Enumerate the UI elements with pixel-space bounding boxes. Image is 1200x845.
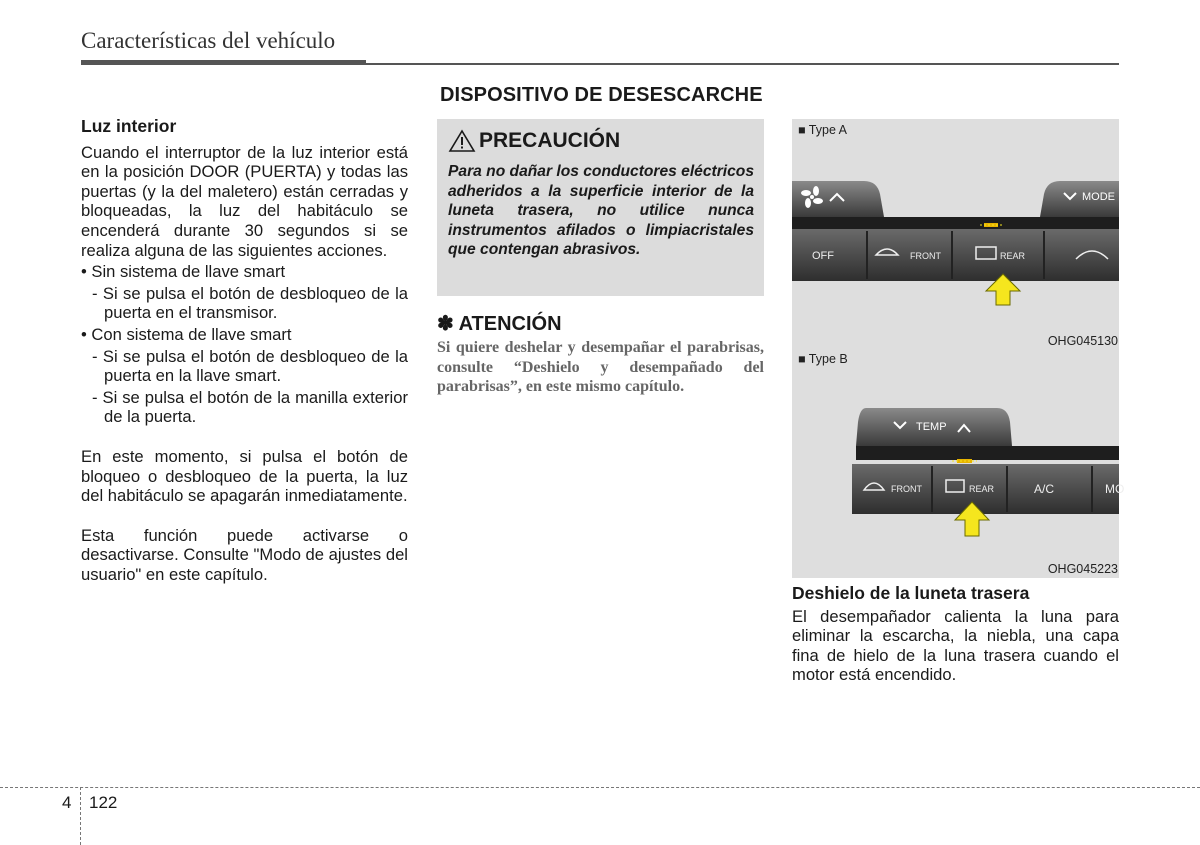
interior-light-intro: Cuando el interruptor de la luz interior está en la posición DOOR (PUERTA) y todas las puertas (y la del maletero) están cerradas y bloqueadas, la luz del habitáculo se encenderá durante 30 segundos si se realiza alguna de las siguientes acciones. bbox=[81, 142, 408, 260]
caution-title bbox=[449, 129, 620, 153]
figure-type-a bbox=[792, 119, 1119, 350]
page-header-title: Características del vehículo bbox=[81, 28, 336, 53]
rear-defrost-body: El desempañador calienta la luna para eliminar la escarcha, la niebla, una capa fina de hielo de la luna trasera cuando el motor está encendido. bbox=[792, 606, 1119, 685]
temp-label: TEMP bbox=[916, 421, 947, 433]
front-label-b: FRONT bbox=[891, 484, 922, 494]
interior-light-heading: Luz interior bbox=[81, 116, 177, 136]
interior-light-section bbox=[81, 117, 408, 584]
footer-dashed-line bbox=[0, 787, 1200, 788]
caution-body: Para no dañar los conductores eléctricos adheridos a la superficie interior de la luneta trasera, no utilice nunca instrumentos afilados o limpiacristales que contengan abrasivos. bbox=[448, 163, 754, 259]
sub-item-transmitter: - Si se pulsa el botón de desbloqueo de la puerta en el transmisor. bbox=[92, 283, 408, 323]
sub-item-smart-key: - Si se pulsa el botón de desbloqueo de la puerta en la llave smart. bbox=[92, 346, 408, 386]
figure-a-code: OHG045130 bbox=[1047, 334, 1118, 348]
mode-label: MODE bbox=[1082, 191, 1115, 203]
ac-label: A/C bbox=[1034, 482, 1055, 496]
control-panel-a-illustration bbox=[792, 119, 1119, 350]
bullet-smart-key: • Con sistema de llave smart bbox=[81, 324, 292, 344]
front-label: FRONT bbox=[910, 251, 941, 261]
attention-title: ✽ ATENCIÓN bbox=[437, 313, 562, 335]
off-label: OFF bbox=[812, 250, 834, 262]
defroster-section-heading: DISPOSITIVO DE DESESCARCHE bbox=[440, 84, 763, 106]
rear-defrost-indicator bbox=[984, 223, 998, 227]
sub-item-door-handle: - Si se pulsa el botón de la manilla exterior de la puerta. bbox=[92, 387, 408, 427]
warning-triangle-icon bbox=[449, 129, 475, 153]
bullet-no-smart-key: • Sin sistema de llave smart bbox=[81, 262, 286, 282]
header-rule-thick bbox=[81, 60, 366, 65]
figure-a-label: ■ Type A bbox=[798, 123, 848, 137]
rear-defrost-heading: Deshielo de la luneta trasera bbox=[792, 583, 1030, 603]
page-number: 122 bbox=[89, 793, 118, 812]
interior-light-para3: Esta función puede activarse o desactivarse. Consulte "Modo de ajustes del usuario" en este capítulo. bbox=[81, 525, 408, 584]
rear-label: REAR bbox=[1000, 251, 1026, 261]
control-panel-b-illustration bbox=[792, 348, 1125, 578]
figure-b-label: ■ Type B bbox=[798, 352, 848, 366]
figure-type-b bbox=[792, 348, 1125, 578]
figure-b-code: OHG045223 bbox=[1047, 562, 1118, 576]
footer-dashed-divider bbox=[80, 787, 81, 845]
mo-label: MO bbox=[1105, 482, 1125, 496]
rear-label-b: REAR bbox=[969, 484, 995, 494]
caution-box bbox=[437, 119, 764, 296]
attention-body: Si quiere deshelar y desempañar el parabrisas, consulte “Deshielo y desempañado del parabrisas”, en este mismo capítulo. bbox=[437, 339, 764, 396]
caution-title-text: PRECAUCIÓN bbox=[479, 129, 621, 152]
header-rule-thin bbox=[366, 63, 1119, 65]
chapter-number: 4 bbox=[62, 793, 72, 812]
rear-defrost-section bbox=[792, 584, 1119, 685]
interior-light-para2: En este momento, si pulsa el botón de bloqueo o desbloqueo de la puerta, la luz del habitáculo se apagarán inmediatamente. bbox=[81, 446, 408, 506]
